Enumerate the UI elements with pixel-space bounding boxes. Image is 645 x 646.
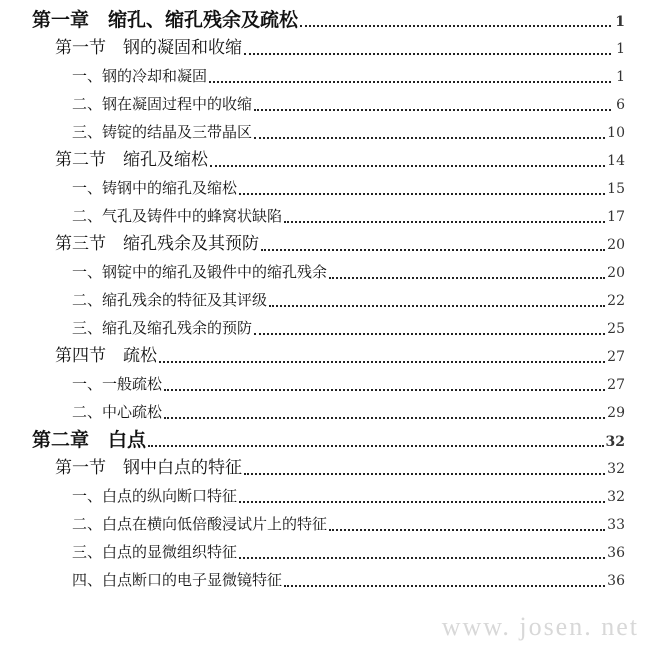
toc-entry-page: 27 [607,377,625,393]
toc-entry-item [72,120,625,146]
toc-entry-section [55,344,625,370]
toc-entry-page: 27 [607,349,625,365]
dot-leader [209,81,611,83]
toc-entry-page: 1 [616,41,625,57]
dot-leader [261,249,605,251]
dot-leader [159,361,605,363]
toc-entry-title: 二、气孔及铸件中的蜂窝状缺陷 [72,207,283,225]
toc-entry-page: 10 [607,125,625,141]
toc-entry-title: 四、白点断口的电子显微镜特征 [72,571,283,589]
toc-entry-title: 一、白点的纵向断口特征 [72,487,238,505]
toc-entry-title: 二、中心疏松 [72,403,163,421]
toc-entry-title: 三、白点的显微组织特征 [72,543,238,561]
toc-entry-item [72,512,625,538]
toc-entry-item [72,260,625,286]
toc-entry-page: 36 [607,573,625,589]
dot-leader [164,389,605,391]
dot-leader [164,417,605,419]
dot-leader [239,193,605,195]
dot-leader [239,501,605,503]
toc-entry-item [72,316,625,342]
toc-entry-chapter [32,428,625,454]
dot-leader [148,445,604,447]
dot-leader [269,305,605,307]
toc-entry-item [72,400,625,426]
toc-entry-section [55,36,625,62]
dot-leader [329,529,605,531]
toc-entry-chapter [32,8,625,34]
toc-entry-title: 第二章 白点 [32,429,147,451]
toc-entry-section [55,232,625,258]
toc-entry-item [72,288,625,314]
toc-entry-title: 第一节 钢的凝固和收缩 [55,38,242,58]
toc-entry-page: 1 [616,69,625,85]
toc-entry-section [55,148,625,174]
dot-leader [284,221,605,223]
toc-entry-item [72,64,625,90]
toc-entry-title: 二、缩孔残余的特征及其评级 [72,291,268,309]
toc-entry-page: 32 [605,434,625,450]
dot-leader [300,25,611,27]
toc-entry-page: 25 [607,321,625,337]
toc-entry-title: 三、缩孔及缩孔残余的预防 [72,319,253,337]
dot-leader [244,473,605,475]
toc-entry-title: 第四节 疏松 [55,346,157,366]
toc-entry-page: 1 [615,14,625,30]
toc-entry-title: 三、铸锭的结晶及三带晶区 [72,123,253,141]
toc-entry-page: 36 [607,545,625,561]
toc-entry-page: 20 [607,237,625,253]
toc-entry-title: 一、铸钢中的缩孔及缩松 [72,179,238,197]
toc-entry-item [72,568,625,594]
toc-entry-page: 29 [607,405,625,421]
toc-entry-title: 第三节 缩孔残余及其预防 [55,234,259,254]
toc-entry-page: 33 [607,517,625,533]
dot-leader [254,333,605,335]
dot-leader [239,557,605,559]
dot-leader [284,585,605,587]
toc-entry-page: 32 [607,461,625,477]
toc-entry-item [72,204,625,230]
toc-entry-section [55,456,625,482]
toc-entry-page: 6 [616,97,625,113]
toc-entry-item [72,540,625,566]
watermark: www. josen. net [441,612,639,641]
toc-entry-title: 二、钢在凝固过程中的收缩 [72,95,253,113]
toc-entry-page: 20 [607,265,625,281]
toc-entry-page: 32 [607,489,625,505]
toc-entry-page: 22 [607,293,625,309]
toc-entry-title: 第二节 缩孔及缩松 [55,150,208,170]
dot-leader [210,165,605,167]
toc-entry-title: 第一章 缩孔、缩孔残余及疏松 [32,9,299,31]
toc-entry-page: 14 [607,153,625,169]
toc-entry-page: 15 [607,181,625,197]
toc-entry-item [72,176,625,202]
toc-entry-title: 一、钢锭中的缩孔及锻件中的缩孔残余 [72,263,328,281]
dot-leader [329,277,605,279]
toc-entry-item [72,372,625,398]
toc-entry-title: 一、一般疏松 [72,375,163,393]
toc-entry-page: 17 [607,209,625,225]
dot-leader [254,137,605,139]
dot-leader [254,109,611,111]
toc-entry-title: 二、白点在横向低倍酸浸试片上的特征 [72,515,328,533]
toc-entry-item [72,484,625,510]
toc-entry-title: 第一节 钢中白点的特征 [55,458,242,478]
toc-entry-title: 一、钢的冷却和凝固 [72,67,208,85]
dot-leader [244,53,611,55]
toc-entry-item [72,92,625,118]
